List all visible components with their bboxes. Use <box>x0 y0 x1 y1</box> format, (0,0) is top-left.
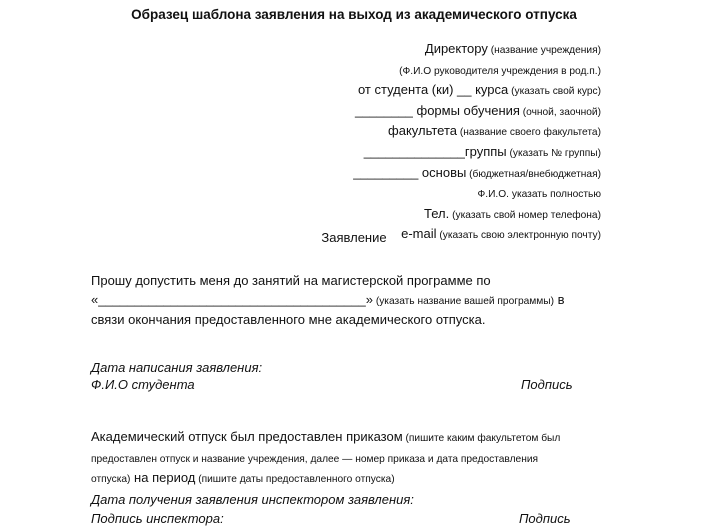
student-signature-label: Подпись <box>521 377 573 392</box>
header-hint-text: (бюджетная/внебюджетная) <box>466 168 601 180</box>
info-main-text: Академический отпуск был предоставлен приказом <box>91 429 403 444</box>
program-hint: (указать название вашей программы) <box>372 295 555 307</box>
header-line-student-course <box>353 81 601 102</box>
header-main-text: Тел. <box>424 205 450 221</box>
body-line-2 <box>91 291 565 312</box>
header-line-study-form <box>353 102 601 123</box>
header-hint-text: (название своего факультета) <box>457 127 601 139</box>
leave-info-block <box>91 428 560 490</box>
header-hint-text: (указать свою электронную почту) <box>436 230 601 242</box>
header-main-text: ________ формы обучения <box>355 102 520 118</box>
header-main-text: e-mail <box>401 226 437 242</box>
body-line-3: связи окончания предоставленного мне академического отпуска. <box>91 312 486 327</box>
info-hint-text: (пишите каким факультетом был <box>402 433 561 444</box>
header-line-phone <box>353 205 601 226</box>
header-hint-text: (указать свой номер телефона) <box>449 209 601 221</box>
header-hint-text: (название учреждения) <box>487 45 601 56</box>
info-main-text: на период <box>130 470 196 485</box>
info-hint-text: отпуска) <box>91 474 131 485</box>
header-main-text: факультета <box>388 123 457 139</box>
header-line-faculty <box>353 122 601 143</box>
header-hint-text: (указать № группы) <box>506 147 601 159</box>
body-line-1: Прошу допустить меня до занятий на магистерской программе по <box>91 273 491 288</box>
header-main-text: ______________группы <box>363 143 507 159</box>
info-hint-text: предоставлен отпуск и название учреждения, далее — номер приказа и дата предоставления <box>91 453 539 465</box>
info-line-1 <box>91 428 560 449</box>
header-main-text: Директору <box>424 41 488 56</box>
header-line-head-name <box>353 61 601 82</box>
inspector-signature-label: Подпись инспектора: <box>91 511 224 526</box>
header-main-text: от студента (ки) __ курса <box>357 82 509 98</box>
info-line-2 <box>91 449 560 470</box>
statement-body <box>91 272 565 330</box>
inspector-sign-label: Подпись <box>519 511 571 526</box>
header-hint-text: (Ф.И.О руководителя учреждения в род.п.) <box>399 65 601 77</box>
date-received-label: Дата получения заявления инспектором заявления: <box>91 492 414 507</box>
header-hint-text: Ф.И.О. указать полностью <box>477 189 601 201</box>
header-line-full-name <box>353 184 601 205</box>
info-line-3 <box>91 469 560 490</box>
body-line-2-tail: в <box>554 291 565 307</box>
addressee-header <box>353 40 601 246</box>
document-title: Образец шаблона заявления на выход из академического отпуска <box>131 7 577 22</box>
header-hint-text: (указать свой курс) <box>508 86 601 98</box>
student-name-label: Ф.И.О студента <box>91 377 195 392</box>
header-main-text: _________ основы <box>353 164 467 180</box>
statement-heading: Заявление <box>321 230 387 245</box>
date-written-label: Дата написания заявления: <box>91 360 263 375</box>
program-blank: «_____________________________________» <box>91 291 373 307</box>
header-line-director <box>353 40 601 61</box>
header-line-group <box>353 143 601 164</box>
header-hint-text: (очной, заочной) <box>519 106 601 118</box>
header-line-basis <box>353 164 601 185</box>
info-hint-text: (пишите даты предоставленного отпуска) <box>195 474 395 485</box>
